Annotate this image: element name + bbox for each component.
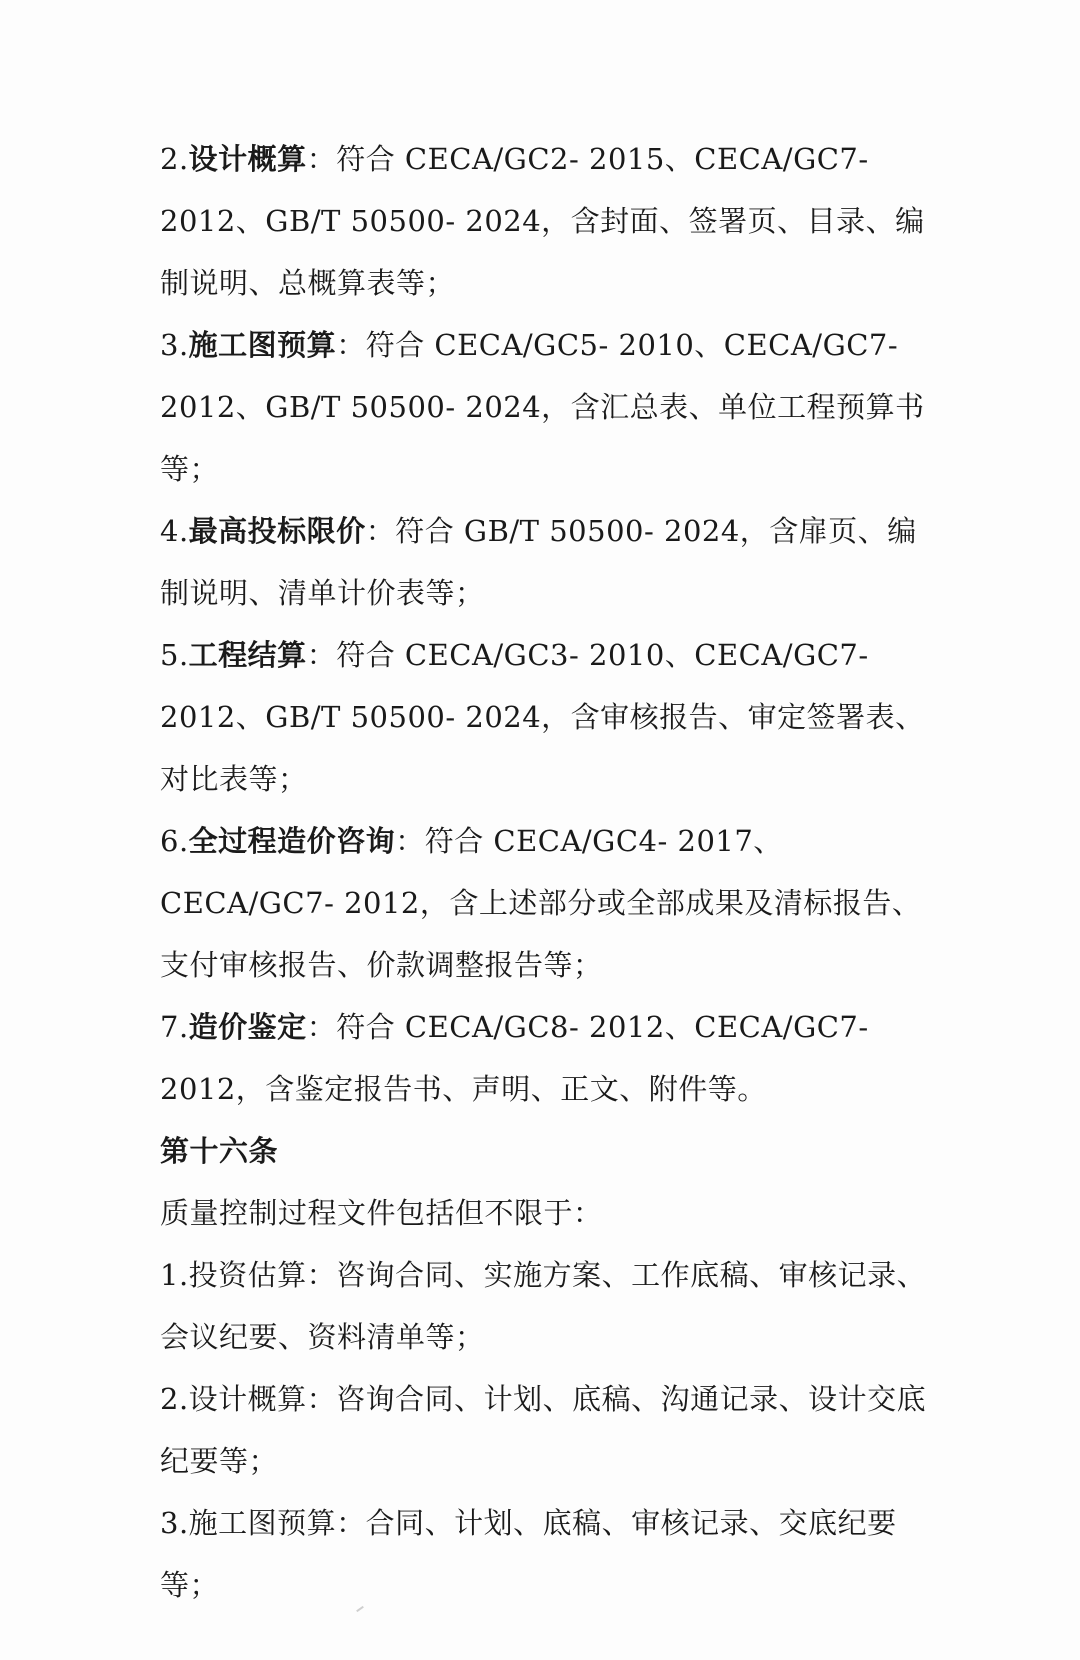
item-separator: ：: [336, 328, 366, 362]
item-separator: ：: [306, 1010, 337, 1044]
item-number: 2.: [160, 142, 189, 176]
item-body: 符合 CECA/GC5- 2010、CECA/GC7- 2012、GB/T 50500- 2024，含汇总表、单位工程预算书等；: [160, 328, 925, 486]
article-heading: 第十六条: [160, 1134, 279, 1168]
item-separator: ：: [306, 142, 337, 176]
item-body: 符合 GB/T 50500- 2024，含扉页、编制说明、清单计价表等；: [160, 514, 917, 610]
item-term: 全过程造价咨询: [188, 824, 396, 858]
item-term: 施工图预算: [188, 328, 337, 362]
item-separator: ：: [395, 824, 425, 858]
item-body: 符合 CECA/GC8- 2012、CECA/GC7- 2012，含鉴定报告书、声明、正文、附件等。: [160, 1010, 869, 1106]
item-term: 造价鉴定: [188, 1010, 307, 1044]
item-body: 符合 CECA/GC3- 2010、CECA/GC7- 2012、GB/T 50500- 2024，含审核报告、审定签署表、对比表等；: [160, 638, 925, 796]
item-body: 符合 CECA/GC4- 2017、CECA/GC7- 2012，含上述部分或全部成果及清标报告、支付审核报告、价款调整报告等；: [160, 824, 922, 982]
process-item-investment-estimate: 1.投资估算：咨询合同、实施方案、工作底稿、审核记录、会议纪要、资料清单等；: [160, 1258, 927, 1354]
item-term: 设计概算: [188, 142, 307, 176]
item-body: 符合 CECA/GC2- 2015、CECA/GC7- 2012、GB/T 50500- 2024，含封面、签署页、目录、编制说明、总概算表等；: [160, 142, 925, 300]
item-number: 6.: [160, 824, 189, 858]
item-number: 3.: [160, 328, 189, 362]
process-item-construction-budget: 3.施工图预算：合同、计划、底稿、审核记录、交底纪要等；: [160, 1506, 897, 1602]
article-intro: 质量控制过程文件包括但不限于：: [160, 1196, 603, 1230]
item-number: 7.: [160, 1010, 189, 1044]
deliverable-item-design-estimate: [160, 128, 940, 314]
deliverable-item-full-process: [160, 810, 940, 996]
item-separator: ：: [365, 514, 396, 548]
item-term: 工程结算: [188, 638, 307, 672]
item-term: 最高投标限价: [188, 514, 366, 548]
item-number: 4.: [160, 514, 189, 548]
document-body: [160, 128, 940, 1616]
deliverable-item-settlement: [160, 624, 940, 810]
deliverable-item-appraisal: [160, 996, 940, 1120]
deliverable-item-construction-budget: [160, 314, 940, 500]
item-number: 5.: [160, 638, 189, 672]
process-item-design-estimate: 2.设计概算：咨询合同、计划、底稿、沟通记录、设计交底纪要等；: [160, 1382, 927, 1478]
item-separator: ：: [306, 638, 337, 672]
deliverable-item-bid-ceiling: [160, 500, 940, 624]
